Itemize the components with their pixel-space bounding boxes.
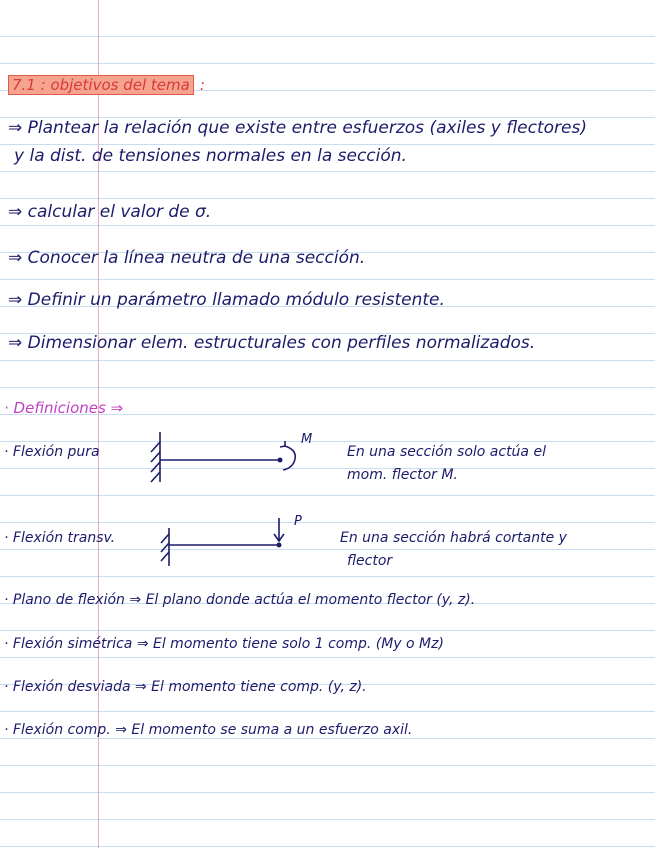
transverse-bending-label: · Flexión transv.	[4, 530, 116, 546]
objective-3: ⇒ Conocer la línea neutra de una sección.	[8, 248, 366, 268]
definition-term: · Plano de flexión ⇒	[4, 592, 142, 608]
definition-row	[4, 636, 444, 652]
wall-hatching	[161, 534, 169, 561]
pure-bending-desc-1: En una sección solo actúa el	[347, 444, 546, 460]
definition-row	[4, 679, 367, 695]
heading-highlight: 7.1 : objetivos del tema	[8, 75, 194, 95]
load-label: P	[294, 514, 302, 529]
objective-1-cont: y la dist. de tensiones normales en la sección.	[14, 146, 407, 166]
pure-bending-diagram	[145, 428, 320, 488]
definition-row	[4, 722, 412, 738]
definition-term: · Flexión comp. ⇒	[4, 722, 127, 738]
pure-bending-desc-2: mom. flector M.	[347, 467, 458, 483]
objective-1: ⇒ Plantear la relación que existe entre esfuerzos (axiles y flectores)	[8, 118, 587, 138]
definition-term: · Flexión desviada ⇒	[4, 679, 147, 695]
moment-arrow	[283, 446, 295, 470]
section-heading	[8, 76, 205, 94]
objective-2: ⇒ calcular el valor de σ.	[8, 202, 212, 222]
pure-bending-label: · Flexión pura	[4, 444, 100, 460]
moment-label: M	[301, 432, 313, 447]
transverse-bending-desc-1: En una sección habrá cortante y	[340, 530, 567, 546]
heading-colon: :	[199, 76, 205, 94]
transverse-bending-diagram	[155, 510, 295, 570]
definition-desc: El momento tiene solo 1 comp. (My o Mz)	[153, 636, 444, 652]
objective-4: ⇒ Definir un parámetro llamado módulo resistente.	[8, 290, 445, 310]
objective-5: ⇒ Dimensionar elem. estructurales con perfiles normalizados.	[8, 333, 536, 353]
transverse-bending-desc-2: flector	[347, 553, 393, 569]
definition-row	[4, 592, 475, 608]
beam-end-point	[277, 543, 282, 548]
definition-desc: El momento tiene comp. (y, z).	[151, 679, 367, 695]
definitions-title: · Definiciones ⇒	[4, 399, 124, 417]
beam-end-point	[278, 458, 283, 463]
definition-desc: El plano donde actúa el momento flector (y, z).	[145, 592, 476, 608]
wall-hatching	[151, 442, 160, 482]
definition-desc: El momento se suma a un esfuerzo axil.	[131, 722, 413, 738]
definition-term: · Flexión simétrica ⇒	[4, 636, 149, 652]
